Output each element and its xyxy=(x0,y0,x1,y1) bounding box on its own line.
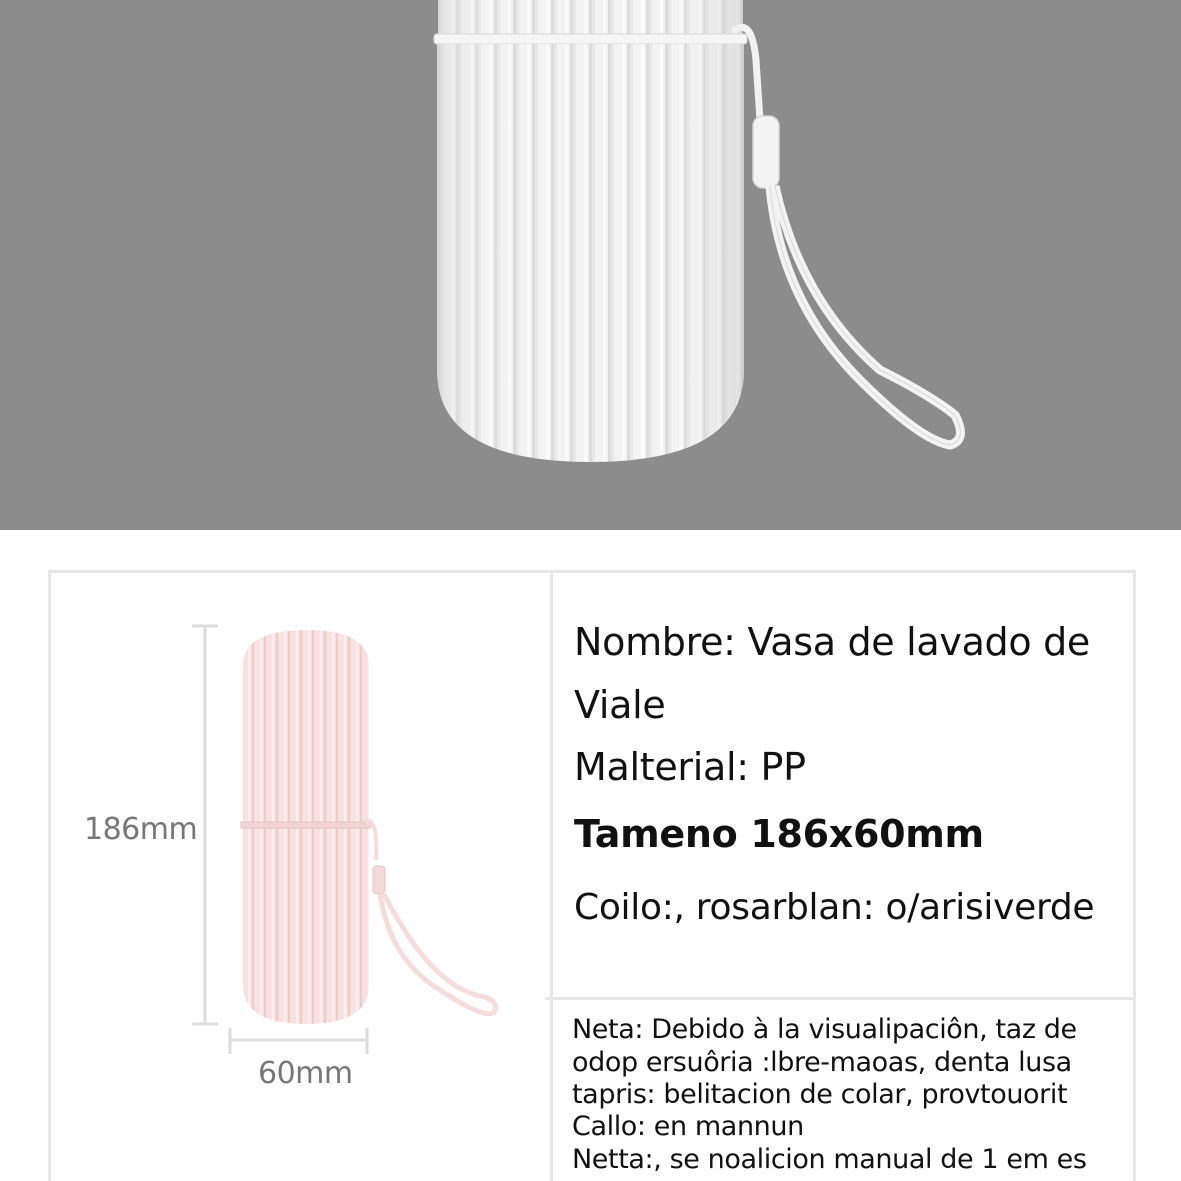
spec-divider-vertical xyxy=(550,572,553,1181)
spec-size: Tameno 186x60mm xyxy=(574,812,984,856)
spec-divider-horizontal xyxy=(545,997,1135,1000)
spec-name-line1: Nombre: Vasa de lavado de xyxy=(574,620,1091,664)
note-line-4: Callo: en mannun xyxy=(572,1111,804,1142)
note-line-2: odop ersuôria :lbre-maoas, denta lusa xyxy=(572,1047,1072,1078)
spec-name-line2: Viale xyxy=(574,683,666,727)
height-dimension-label: 186mm xyxy=(84,812,198,847)
note-line-1: Neta: Debido à la visualipaciôn, taz de xyxy=(572,1014,1077,1045)
spec-material: Malterial: PP xyxy=(574,745,806,789)
white-cup-image xyxy=(0,0,1181,530)
spec-color: Coilo:, rosarblan: o/arisiverde xyxy=(574,887,1095,928)
width-dimension-label: 60mm xyxy=(258,1056,353,1091)
note-line-3: tapris: belitacion de colar, provtouorit xyxy=(572,1079,1068,1110)
note-line-5: Netta:, se noalicion manual de 1 em es xyxy=(572,1144,1087,1175)
hero-photo xyxy=(0,0,1181,530)
